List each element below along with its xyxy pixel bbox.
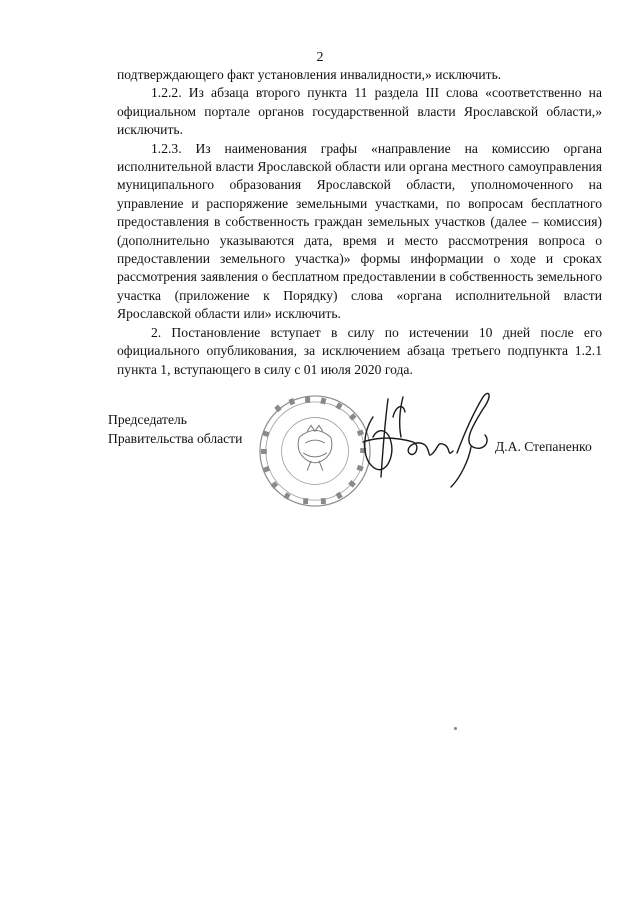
scan-speck <box>454 727 457 730</box>
document-body <box>117 66 602 379</box>
signatory-name: Д.А. Степаненко <box>495 439 592 454</box>
paragraph-2: 2. Постановление вступает в силу по истечении 10 дней после его официального опубликования, за исключением абзаца третьего подпункта 1.2.1 пункта 1, вступающего в силу с 01 июля 2020 года. <box>117 324 602 377</box>
handwritten-signature-image <box>333 387 508 497</box>
signatory-title-line-2: Правительства области <box>108 431 243 446</box>
paragraph-continuation: подтверждающего факт установления инвалидности,» исключить. <box>117 67 502 82</box>
page-number: 2 <box>316 50 324 65</box>
paragraph-1-2-2: 1.2.2. Из абзаца второго пункта 11 раздела III слова «соответственно на официальном портале органов государственной власти Ярославской области,» исключить. <box>117 85 602 138</box>
paragraph-1-2-3: 1.2.3. Из наименования графы «направление на комиссию органа исполнительной власти Ярославской области или органа местного самоуправления муниципального образования Ярославской области, уполномоченного на управление и распоряжение земельными участками, по вопросам бесплатного предоставления в собственность граждан земельных участков (далее – комиссия) (дополнительно указываются дата, время и место рассмотрения вопроса о предоставлении земельного участка)» формы информации о ходе и сроках рассмотрения заявления о бесплатном предоставлении в собственность земельного участка (приложение к Порядку) слова «органа исполнительной власти Ярославской области или» исключить. <box>117 140 602 322</box>
signature-block <box>108 412 608 502</box>
signatory-title-line-1: Председатель <box>108 412 187 427</box>
